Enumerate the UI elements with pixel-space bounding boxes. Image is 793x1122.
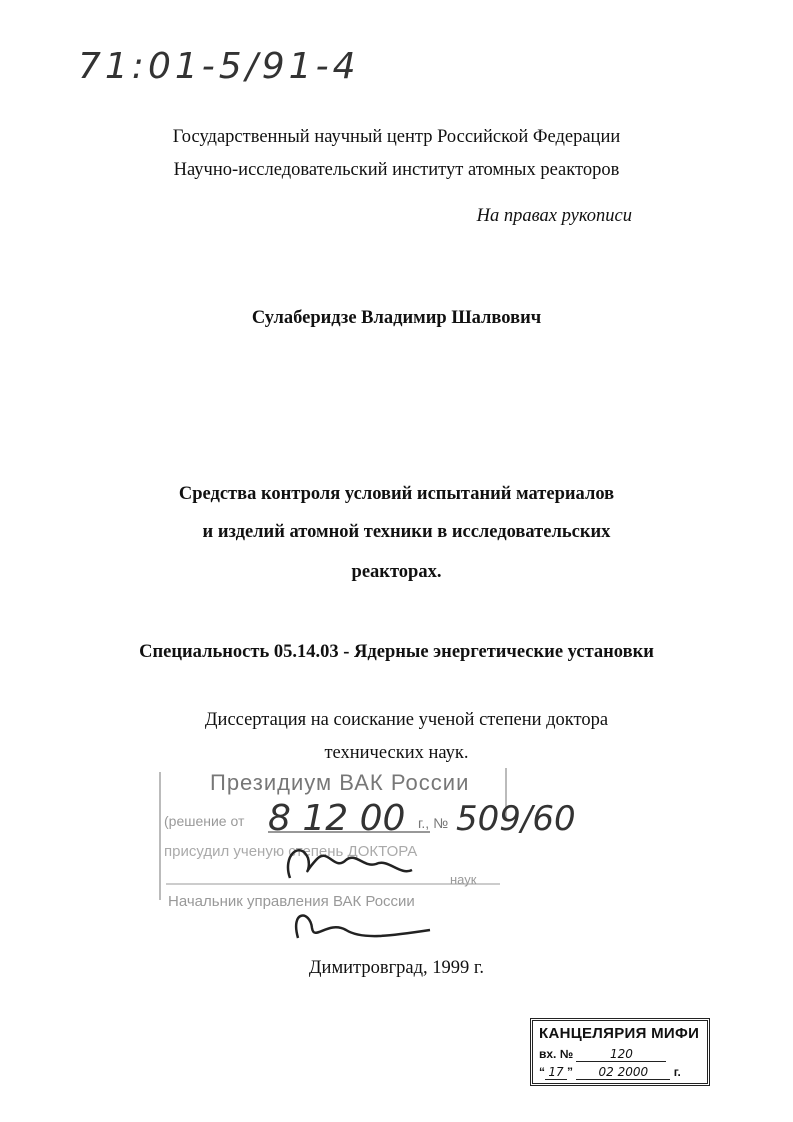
mifi-incoming-row xyxy=(539,1047,666,1062)
mifi-stamp-title: КАНЦЕЛЯРИЯ МИФИ xyxy=(539,1025,700,1042)
handwritten-archive-code xyxy=(78,40,378,90)
mifi-incoming-number: 120 xyxy=(576,1047,666,1062)
vak-stamp-row-4: Начальник управления ВАК России xyxy=(168,893,415,910)
thesis-title-line-3: реакторах. xyxy=(351,562,442,582)
city-year: Димитровград, 1999 г. xyxy=(308,958,485,978)
vak-decision-number: 509/60 xyxy=(456,799,576,839)
author-name: Сулаберидзе Владимир Шалвович xyxy=(251,308,542,328)
archive-code-text: 71:01-5/91-4 xyxy=(78,46,360,87)
mifi-date-month-year xyxy=(576,1065,670,1080)
mifi-date-day: 17 xyxy=(545,1065,567,1080)
mifi-year-suffix: г. xyxy=(673,1065,681,1079)
specialty: Специальность 05.14.03 - Ядерные энергетические установки xyxy=(139,642,654,662)
rights-notice: На правах рукописи xyxy=(476,206,632,226)
vak-stamp-graphic xyxy=(150,760,590,960)
degree-line-2: технических наук. xyxy=(324,743,469,763)
archive-code-handwriting xyxy=(78,40,378,90)
vak-stamp-row-2: присудил ученую степень ДОКТОРА xyxy=(164,843,418,860)
degree-line-1: Диссертация на соискание ученой степени доктора xyxy=(204,710,609,730)
vak-decision-label: (решение от xyxy=(164,813,245,829)
mifi-date-month: 02 xyxy=(598,1065,614,1079)
institution-line-2: Научно-исследовательский институт атомных реакторов xyxy=(173,160,620,180)
vak-decision-date: 8 12 00 xyxy=(268,798,406,839)
institution-line-1: Государственный научный центр Российской Федерации xyxy=(172,127,621,147)
vak-approval-stamp xyxy=(150,760,590,960)
vak-year-suffix: г., № xyxy=(418,815,449,831)
thesis-title-line-2: и изделий атомной техники в исследовательских xyxy=(202,522,611,542)
signature-2 xyxy=(296,916,430,938)
mifi-registry-stamp xyxy=(530,1018,710,1086)
mifi-incoming-label: вх. № xyxy=(539,1047,574,1061)
vak-stamp-header: Президиум ВАК России xyxy=(210,770,470,795)
thesis-title-line-1: Средства контроля условий испытаний материалов xyxy=(178,484,615,504)
mifi-date-year: 2000 xyxy=(617,1065,649,1079)
mifi-date-row: “ 17 ” 02 2000 г. xyxy=(539,1065,681,1079)
vak-stamp-row-3-suffix: наук xyxy=(450,872,477,887)
